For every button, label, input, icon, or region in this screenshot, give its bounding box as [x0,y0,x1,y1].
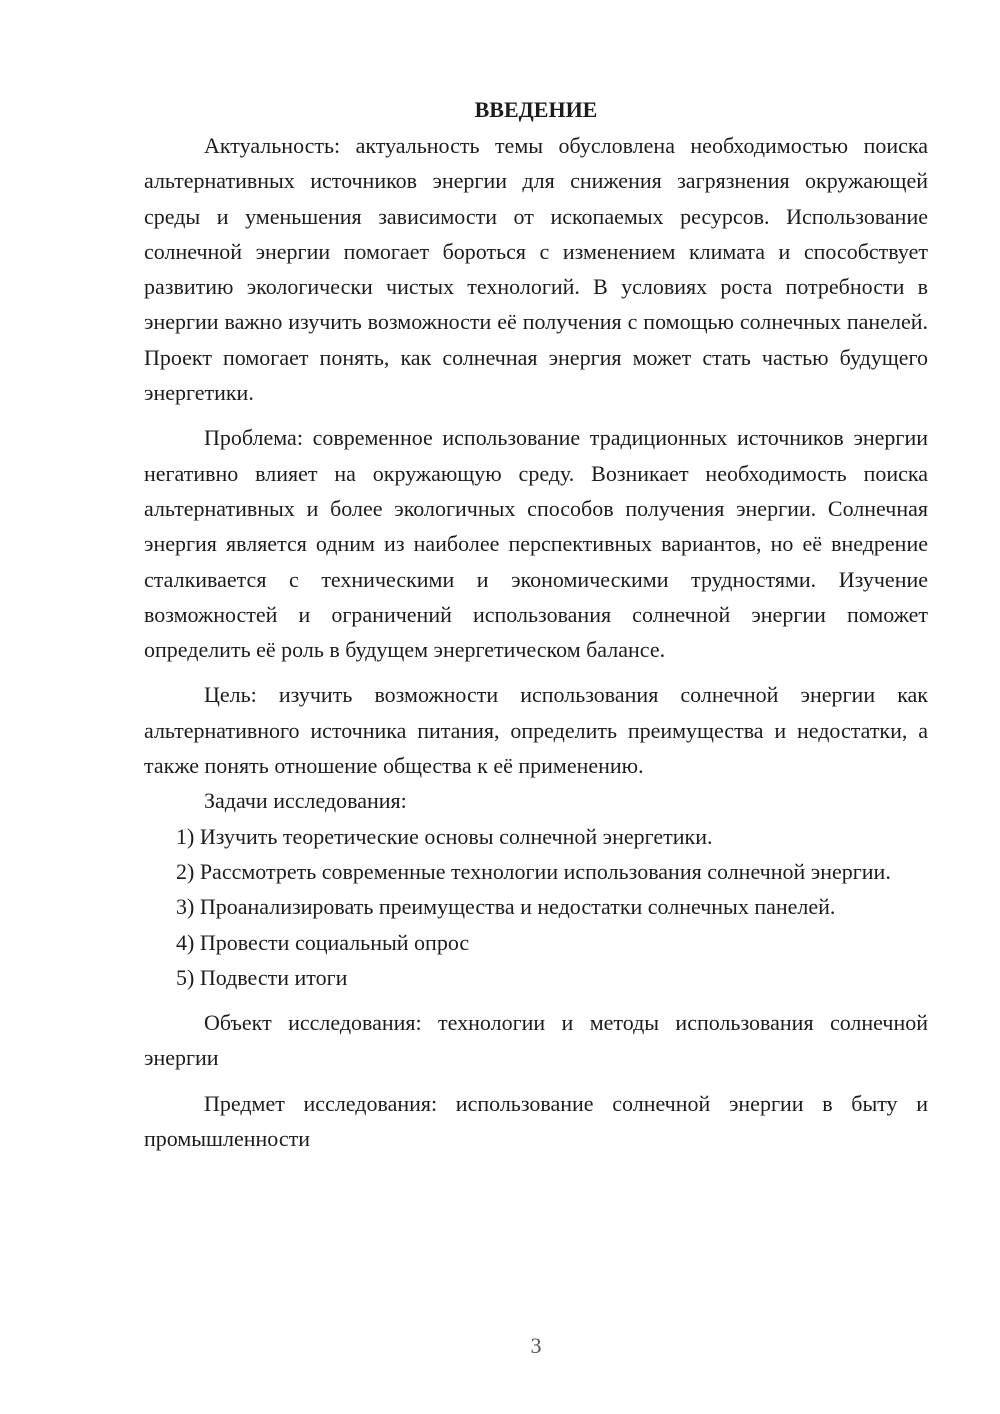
task-item-3: 3) Проанализировать преимущества и недостатки солнечных панелей. [176,894,836,920]
tasks-title: Задачи исследования: [204,788,407,814]
paragraph-relevance: Актуальность: актуальность темы обусловлена необходимостью поиска альтернативных источников энергии для снижения загрязнения окружающей среды и уменьшения зависимости от ископаемых ресурсов. Использование солнечной энергии помогает бороться с изменением климата и способствует развитию экологически чистых технологий. В условиях роста потребности в энергии важно изучить возможности её получения с помощью солнечных панелей. Проект помогает понять, как солнечная энергия может стать частью будущего энергетики. [144,133,928,406]
task-item-5: 5) Подвести итоги [176,964,348,990]
paragraph-problem: Проблема: современное использование традиционных источников энергии негативно влияет на окружающую среду. Возникает необходимость поиска альтернативных и более экологичных способов получения энергии. Солнечная энергия является одним из наиболее перспективных вариантов, но её внедрение сталкивается с техническими и экономическими трудностями. Изучение возможностей и ограничений использования солнечной энергии поможет определить её роль в будущем энергетическом балансе. [144,425,928,663]
paragraph-object: Объект исследования: технологии и методы использования солнечной энергии [144,1010,928,1071]
section-heading: ВВЕДЕНИЕ [474,97,598,122]
task-item-2: 2) Рассмотреть современные технологии использования солнечной энергии. [176,858,891,884]
task-item-1: 1) Изучить теоретические основы солнечной энергетики. [176,823,713,849]
paragraph-goal: Цель: изучить возможности использования солнечной энергии как альтернативного источника питания, определить преимущества и недостатки, а также понять отношение общества к её применению. [144,682,928,779]
task-item-4: 4) Провести социальный опрос [176,929,470,955]
page-number: 3 [530,1333,542,1358]
paragraph-subject: Предмет исследования: использование солнечной энергии в быту и промышленности [144,1090,928,1152]
page-content [144,92,928,1156]
